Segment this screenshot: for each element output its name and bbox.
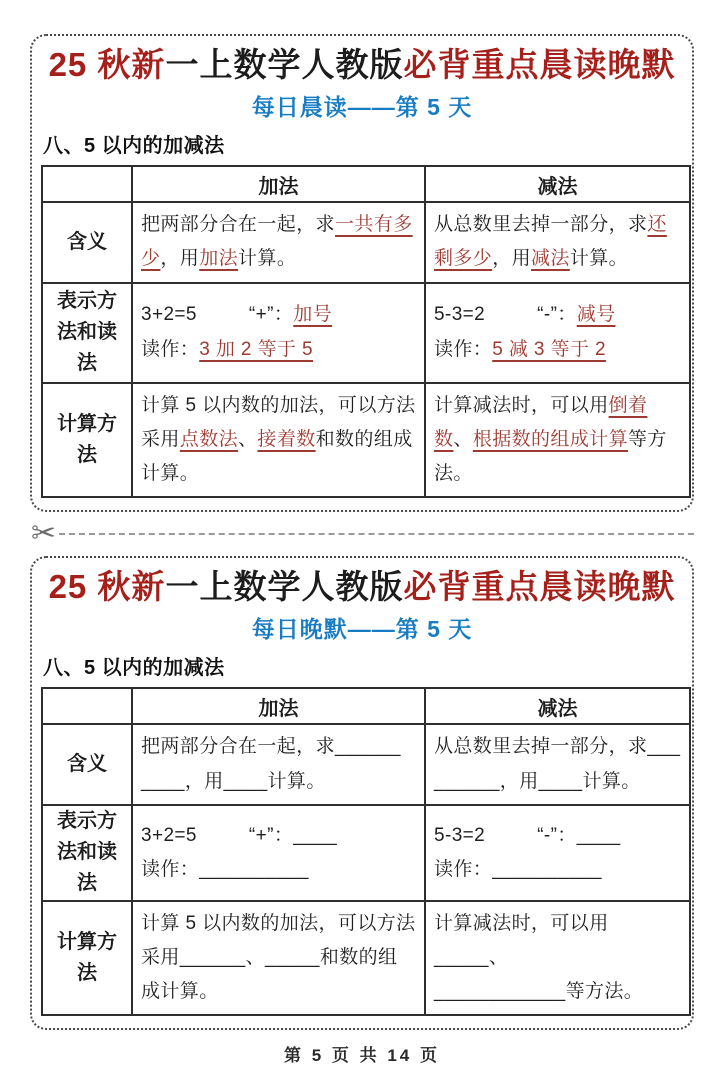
section-heading: 八、5 以内的加减法 xyxy=(43,135,225,158)
col-header-addition: 加法 xyxy=(132,688,425,724)
cut-divider xyxy=(30,512,694,556)
table-header-row xyxy=(42,688,690,724)
table-row-method xyxy=(42,901,690,1016)
cut-dashed-line xyxy=(59,533,694,535)
row-label: 计算方法 xyxy=(42,901,132,1016)
method-subtraction-blank-cell: 计算减法时，可以用_____、 ____________等方法。 xyxy=(425,901,690,1016)
table-row-meaning xyxy=(42,202,690,282)
summary-table-morning xyxy=(41,165,691,498)
section-subtitle: 每日晨读——第 5 天 xyxy=(251,94,473,121)
method-addition-blank-cell: 计算 5 以内数的加法，可以方法采用______、_____和数的组成计算。 xyxy=(132,901,425,1016)
section-heading: 八、5 以内的加减法 xyxy=(43,657,225,680)
method-addition-cell: 计算 5 以内数的加法，可以方法采用点数法、接着数和数的组成计算。 xyxy=(132,383,425,498)
notation-subtraction-cell: 5-3=2 “-”：减号 读作：5 减 3 等于 2 xyxy=(425,283,690,383)
row-label: 含义 xyxy=(42,202,132,282)
col-header-subtraction: 减法 xyxy=(425,166,690,202)
table-header-row xyxy=(42,166,690,202)
section-morning-reading xyxy=(30,34,694,512)
meaning-addition-cell: 把两部分合在一起，求一共有多少，用加法计算。 xyxy=(132,202,425,282)
meaning-subtraction-cell: 从总数里去掉一部分，求还剩多少，用减法计算。 xyxy=(425,202,690,282)
section-title: 25 秋新一上数学人教版必背重点晨读晚默 xyxy=(48,46,676,83)
row-label: 含义 xyxy=(42,724,132,804)
notation-subtraction-blank-cell: 5-3=2 “-”：____ 读作：__________ xyxy=(425,805,690,901)
meaning-subtraction-blank-cell: 从总数里去掉一部分，求___ ______，用____计算。 xyxy=(425,724,690,804)
scissors-icon: ✂ xyxy=(31,516,57,552)
table-row-notation xyxy=(42,283,690,383)
table-row-method xyxy=(42,383,690,498)
section-subtitle: 每日晚默——第 5 天 xyxy=(251,616,473,643)
corner-cell xyxy=(42,166,132,202)
row-label: 表示方法和读法 xyxy=(42,283,132,383)
col-header-addition: 加法 xyxy=(132,166,425,202)
meaning-addition-blank-cell: 把两部分合在一起，求______ ____，用____计算。 xyxy=(132,724,425,804)
table-row-notation xyxy=(42,805,690,901)
summary-table-evening xyxy=(41,687,691,1016)
section-evening-recall xyxy=(30,556,694,1030)
row-label: 计算方法 xyxy=(42,383,132,498)
method-subtraction-cell: 计算减法时，可以用倒着数、根据数的组成计算等方法。 xyxy=(425,383,690,498)
col-header-subtraction: 减法 xyxy=(425,688,690,724)
page-number-footer: 第 5 页 共 14 页 xyxy=(284,1046,440,1066)
notation-addition-cell: 3+2=5 “+”：加号 读作：3 加 2 等于 5 xyxy=(132,283,425,383)
section-title: 25 秋新一上数学人教版必背重点晨读晚默 xyxy=(48,568,676,606)
table-row-meaning xyxy=(42,724,690,804)
row-label: 表示方法和读法 xyxy=(42,805,132,901)
corner-cell xyxy=(42,688,132,724)
notation-addition-blank-cell: 3+2=5 “+”：____ 读作：__________ xyxy=(132,805,425,901)
